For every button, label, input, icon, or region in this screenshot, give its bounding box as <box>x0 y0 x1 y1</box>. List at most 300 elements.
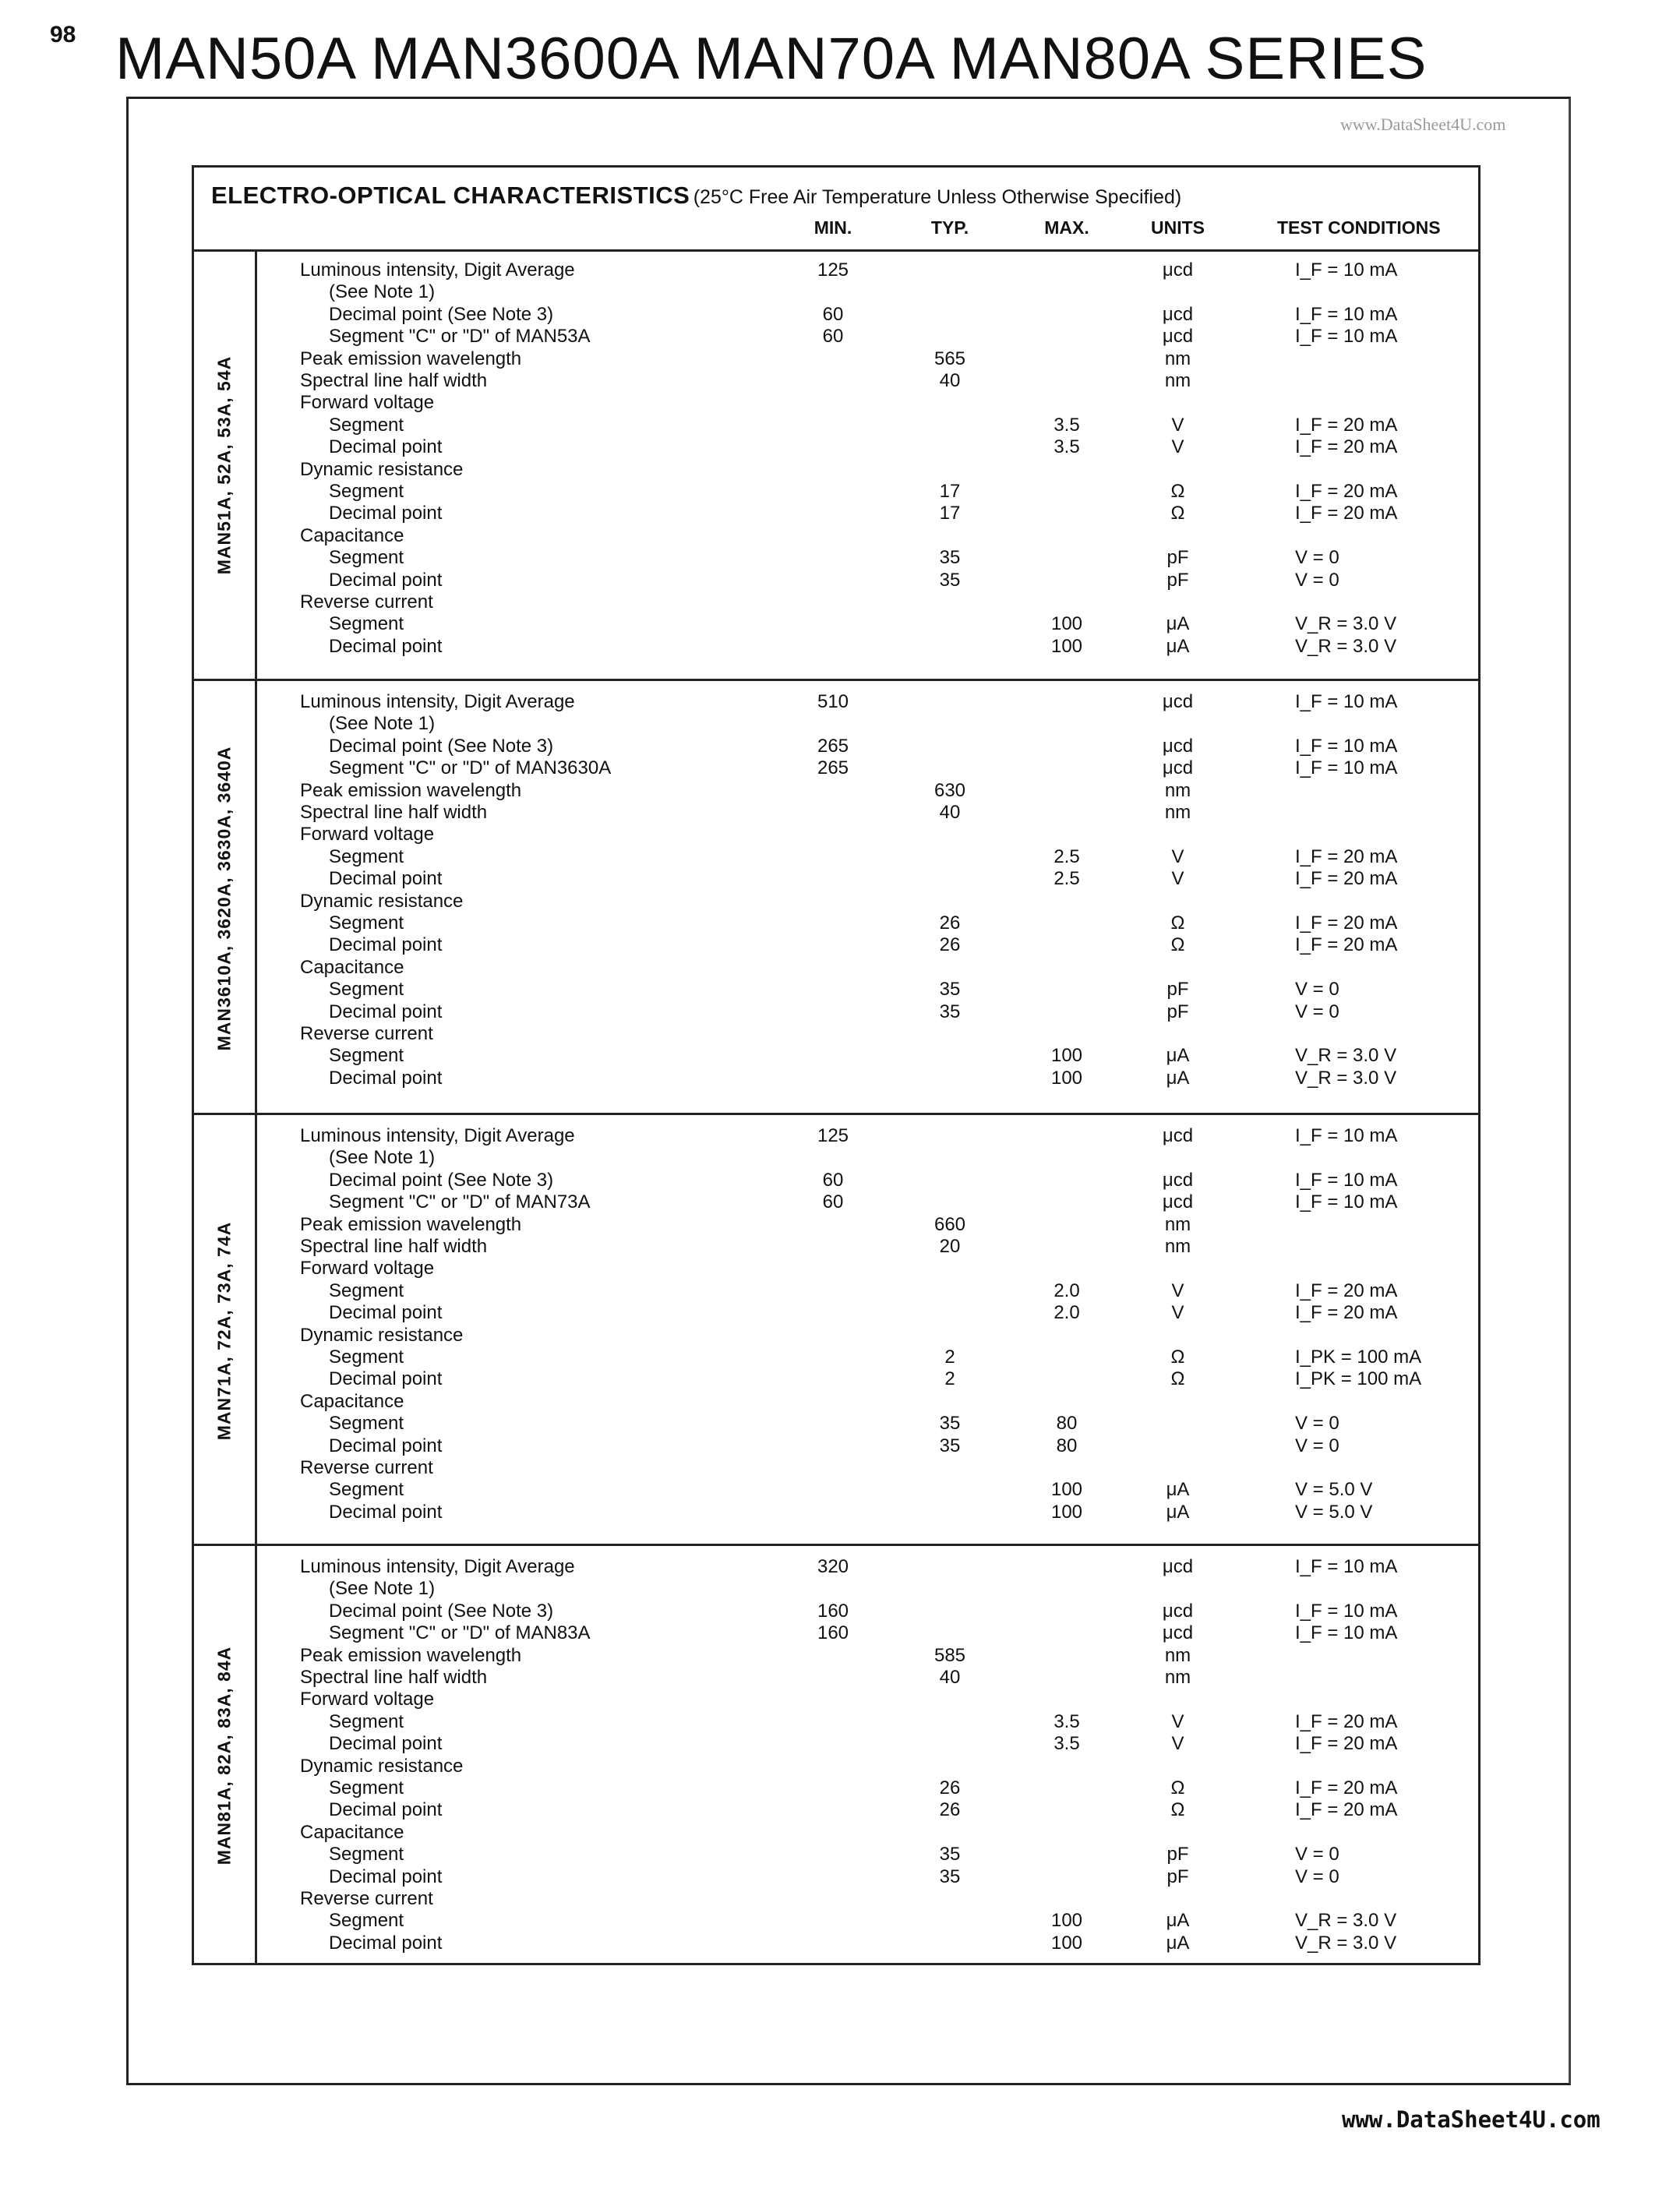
table-row <box>194 348 1478 370</box>
param-cell: Decimal point <box>329 1368 443 1390</box>
test-condition-cell: I_F = 10 mA <box>1295 1169 1398 1191</box>
param-cell: Dynamic resistance <box>300 458 464 480</box>
table-title-bold: ELECTRO-OPTICAL CHARACTERISTICS <box>211 182 690 209</box>
min-cell: 320 <box>817 1556 849 1577</box>
min-cell: 510 <box>817 691 849 712</box>
test-condition-cell: V = 5.0 V <box>1295 1479 1373 1501</box>
table-row <box>194 591 1478 613</box>
test-condition-cell: V = 0 <box>1295 1413 1339 1435</box>
table-row <box>194 1865 1478 1888</box>
table-section <box>194 249 1478 681</box>
table-row <box>194 1887 1478 1910</box>
typ-cell: 35 <box>939 979 961 1001</box>
table-row <box>194 1755 1478 1777</box>
unit-cell: μcd <box>1162 1622 1194 1644</box>
min-cell: 160 <box>817 1622 849 1644</box>
table-row <box>194 1456 1478 1479</box>
min-cell: 125 <box>817 259 849 281</box>
table-row <box>194 1821 1478 1844</box>
column-header-units: UNITS <box>1151 217 1205 238</box>
table-row <box>194 1843 1478 1865</box>
test-condition-cell: V_R = 3.0 V <box>1295 635 1397 657</box>
table-row <box>194 823 1478 845</box>
max-cell: 2.0 <box>1054 1302 1080 1324</box>
typ-cell: 565 <box>934 348 966 369</box>
test-condition-cell: I_F = 20 mA <box>1295 845 1398 867</box>
typ-cell: 26 <box>939 1777 961 1798</box>
unit-cell: μcd <box>1162 326 1194 348</box>
table-row <box>194 1191 1478 1213</box>
table-row <box>194 1346 1478 1368</box>
table-row <box>194 779 1478 802</box>
param-cell: Segment "C" or "D" of MAN83A <box>329 1622 591 1644</box>
param-cell: Decimal point <box>329 868 443 890</box>
table-title-conditions: (25°C Free Air Temperature Unless Otherwise Specified) <box>693 186 1182 208</box>
param-cell: Decimal point <box>329 934 443 956</box>
test-condition-cell: V = 0 <box>1295 1865 1339 1887</box>
param-cell: Spectral line half width <box>300 1667 488 1688</box>
unit-cell: Ω <box>1170 481 1185 502</box>
param-cell: Forward voltage <box>300 1689 435 1710</box>
watermark-bottom[interactable]: www.DataSheet4U.com <box>1342 2106 1601 2133</box>
table-row <box>194 956 1478 979</box>
test-condition-cell: I_F = 10 mA <box>1295 757 1398 779</box>
table-row <box>194 303 1478 326</box>
table-row <box>194 801 1478 824</box>
max-cell: 100 <box>1050 1501 1083 1523</box>
param-cell: Segment <box>329 1910 404 1932</box>
table-section <box>194 681 1478 1115</box>
param-cell: (See Note 1) <box>329 1578 436 1600</box>
unit-cell: V <box>1171 1280 1184 1301</box>
param-cell: Peak emission wavelength <box>300 1644 522 1666</box>
test-condition-cell: I_F = 20 mA <box>1295 1302 1398 1324</box>
max-cell: 100 <box>1050 1045 1083 1067</box>
param-cell: Dynamic resistance <box>300 1755 464 1777</box>
min-cell: 265 <box>817 757 849 779</box>
test-condition-cell: V = 5.0 V <box>1295 1501 1373 1523</box>
param-cell: Decimal point <box>329 1733 443 1755</box>
param-cell: Decimal point (See Note 3) <box>329 1600 554 1622</box>
table-row <box>194 712 1478 735</box>
test-condition-cell: V_R = 3.0 V <box>1295 613 1397 635</box>
test-condition-cell: I_F = 10 mA <box>1295 1191 1398 1213</box>
param-cell: Decimal point (See Note 3) <box>329 1169 554 1191</box>
table-row <box>194 757 1478 779</box>
param-cell: (See Note 1) <box>329 713 436 735</box>
watermark-top[interactable]: www.DataSheet4U.com <box>1340 115 1506 134</box>
table-row <box>194 1577 1478 1600</box>
table-row <box>194 1124 1478 1147</box>
param-cell: Segment <box>329 1844 404 1865</box>
param-cell: Capacitance <box>300 956 404 978</box>
unit-cell: μA <box>1166 613 1190 635</box>
param-cell: Luminous intensity, Digit Average <box>300 691 575 712</box>
param-cell: Segment <box>329 912 404 934</box>
param-cell: Decimal point <box>329 436 443 458</box>
table-row <box>194 1909 1478 1932</box>
param-cell: Segment <box>329 1280 404 1301</box>
unit-cell: μA <box>1166 1479 1190 1501</box>
column-header-typ: TYP. <box>930 217 969 238</box>
table-row <box>194 1001 1478 1023</box>
table-row <box>194 281 1478 303</box>
unit-cell: Ω <box>1170 1777 1185 1798</box>
table-row <box>194 1235 1478 1258</box>
typ-cell: 26 <box>939 934 961 956</box>
typ-cell: 35 <box>939 547 961 569</box>
param-cell: Segment <box>329 1479 404 1501</box>
table-row <box>194 912 1478 934</box>
table-row <box>194 569 1478 591</box>
table-row <box>194 502 1478 524</box>
test-condition-cell: I_F = 20 mA <box>1295 481 1398 502</box>
table-row <box>194 414 1478 436</box>
param-cell: Decimal point <box>329 1865 443 1887</box>
param-cell: Peak emission wavelength <box>300 348 522 369</box>
unit-cell: μcd <box>1162 757 1194 779</box>
unit-cell: pF <box>1166 1865 1189 1887</box>
max-cell: 2.0 <box>1054 1280 1080 1301</box>
param-cell: Segment "C" or "D" of MAN53A <box>329 326 591 348</box>
unit-cell: nm <box>1164 779 1191 801</box>
section-divider <box>194 1544 1478 1546</box>
min-cell: 60 <box>822 1191 844 1213</box>
unit-cell: pF <box>1166 569 1189 591</box>
param-cell: Segment <box>329 1347 404 1368</box>
typ-cell: 35 <box>939 1001 961 1022</box>
min-cell: 60 <box>822 303 844 325</box>
param-cell: Decimal point <box>329 1302 443 1324</box>
test-condition-cell: I_F = 10 mA <box>1295 1556 1398 1577</box>
test-condition-cell: I_F = 20 mA <box>1295 1799 1398 1821</box>
unit-cell: nm <box>1164 1213 1191 1235</box>
unit-cell: μA <box>1166 635 1190 657</box>
table-row <box>194 1169 1478 1191</box>
table-row <box>194 1390 1478 1413</box>
param-cell: Segment <box>329 845 404 867</box>
typ-cell: 660 <box>934 1213 966 1235</box>
param-cell: Luminous intensity, Digit Average <box>300 259 575 281</box>
section-label: MAN51A, 52A, 53A, 54A <box>214 355 235 575</box>
test-condition-cell: I_PK = 100 mA <box>1295 1368 1422 1390</box>
characteristics-table <box>192 165 1481 1965</box>
table-row <box>194 1412 1478 1435</box>
max-cell: 100 <box>1050 635 1083 657</box>
param-cell: (See Note 1) <box>329 1147 436 1169</box>
max-cell: 100 <box>1050 613 1083 635</box>
unit-cell: V <box>1171 436 1184 458</box>
unit-cell: V <box>1171 1733 1184 1755</box>
typ-cell: 20 <box>939 1236 961 1257</box>
unit-cell: μcd <box>1162 735 1194 757</box>
table-row <box>194 1666 1478 1689</box>
max-cell: 3.5 <box>1054 436 1080 458</box>
table-section <box>194 1115 1478 1546</box>
typ-cell: 2 <box>944 1368 955 1390</box>
param-cell: Segment <box>329 979 404 1001</box>
test-condition-cell: V_R = 3.0 V <box>1295 1932 1397 1954</box>
test-condition-cell: I_F = 20 mA <box>1295 934 1398 956</box>
param-cell: Segment <box>329 481 404 502</box>
param-cell: Decimal point (See Note 3) <box>329 303 554 325</box>
test-condition-cell: V = 0 <box>1295 979 1339 1001</box>
section-divider <box>194 679 1478 681</box>
param-cell: Decimal point <box>329 1501 443 1523</box>
test-condition-cell: I_F = 10 mA <box>1295 1622 1398 1644</box>
typ-cell: 35 <box>939 1413 961 1435</box>
max-cell: 2.5 <box>1054 868 1080 890</box>
param-cell: Segment <box>329 547 404 569</box>
unit-cell: Ω <box>1170 934 1185 956</box>
param-cell: Forward voltage <box>300 824 435 845</box>
table-title <box>211 182 1181 210</box>
param-cell: Segment <box>329 1045 404 1067</box>
param-cell: Capacitance <box>300 524 404 546</box>
table-row <box>194 1213 1478 1236</box>
typ-cell: 26 <box>939 1799 961 1821</box>
max-cell: 100 <box>1050 1067 1083 1089</box>
param-cell: Segment <box>329 1710 404 1732</box>
unit-cell: μA <box>1166 1910 1190 1932</box>
typ-cell: 40 <box>939 802 961 823</box>
param-cell: Spectral line half width <box>300 802 488 823</box>
test-condition-cell: I_F = 10 mA <box>1295 326 1398 348</box>
min-cell: 160 <box>817 1600 849 1622</box>
typ-cell: 17 <box>939 503 961 524</box>
table-row <box>194 1044 1478 1067</box>
param-cell: Spectral line half width <box>300 370 488 391</box>
param-cell: Forward voltage <box>300 392 435 414</box>
test-condition-cell: V = 0 <box>1295 1844 1339 1865</box>
param-cell: Segment <box>329 1413 404 1435</box>
table-row <box>194 458 1478 481</box>
unit-cell: V <box>1171 1302 1184 1324</box>
table-row <box>194 1478 1478 1501</box>
min-cell: 60 <box>822 326 844 348</box>
page-number: 98 <box>50 22 76 48</box>
typ-cell: 35 <box>939 1435 961 1456</box>
param-cell: Decimal point <box>329 635 443 657</box>
typ-cell: 585 <box>934 1644 966 1666</box>
test-condition-cell: I_F = 10 mA <box>1295 303 1398 325</box>
unit-cell: V <box>1171 845 1184 867</box>
unit-cell: nm <box>1164 1667 1191 1688</box>
test-condition-cell: I_PK = 100 mA <box>1295 1347 1422 1368</box>
test-condition-cell: I_F = 20 mA <box>1295 503 1398 524</box>
test-condition-cell: I_F = 10 mA <box>1295 735 1398 757</box>
unit-cell: nm <box>1164 1236 1191 1257</box>
section-divider <box>194 1113 1478 1115</box>
param-cell: Luminous intensity, Digit Average <box>300 1556 575 1577</box>
table-row <box>194 1732 1478 1755</box>
test-condition-cell: V = 0 <box>1295 547 1339 569</box>
table-row <box>194 1280 1478 1302</box>
unit-cell: pF <box>1166 547 1189 569</box>
unit-cell: pF <box>1166 1844 1189 1865</box>
unit-cell: pF <box>1166 1001 1189 1022</box>
param-cell: Luminous intensity, Digit Average <box>300 1125 575 1146</box>
max-cell: 100 <box>1050 1910 1083 1932</box>
param-cell: Reverse current <box>300 591 433 612</box>
table-row <box>194 690 1478 713</box>
unit-cell: V <box>1171 1710 1184 1732</box>
column-header-min: MIN. <box>814 217 852 238</box>
param-cell: Segment "C" or "D" of MAN73A <box>329 1191 591 1213</box>
table-row <box>194 1688 1478 1710</box>
test-condition-cell: I_F = 20 mA <box>1295 1280 1398 1301</box>
typ-cell: 630 <box>934 779 966 801</box>
min-cell: 60 <box>822 1169 844 1191</box>
param-cell: Decimal point <box>329 1067 443 1089</box>
param-cell: Decimal point <box>329 569 443 591</box>
test-condition-cell: I_F = 10 mA <box>1295 259 1398 281</box>
unit-cell: μcd <box>1162 1191 1194 1213</box>
typ-cell: 40 <box>939 370 961 391</box>
test-condition-cell: I_F = 20 mA <box>1295 1710 1398 1732</box>
min-cell: 125 <box>817 1125 849 1146</box>
table-row <box>194 1146 1478 1169</box>
table-row <box>194 1067 1478 1089</box>
table-section <box>194 1546 1478 1965</box>
typ-cell: 35 <box>939 1865 961 1887</box>
param-cell: (See Note 1) <box>329 281 436 303</box>
param-cell: Segment <box>329 1777 404 1798</box>
table-row <box>194 845 1478 868</box>
test-condition-cell: I_F = 10 mA <box>1295 1125 1398 1146</box>
table-row <box>194 524 1478 547</box>
table-row <box>194 480 1478 503</box>
table-row <box>194 1777 1478 1799</box>
table-row <box>194 612 1478 635</box>
test-condition-cell: V = 0 <box>1295 569 1339 591</box>
table-row <box>194 1932 1478 1954</box>
unit-cell: nm <box>1164 370 1191 391</box>
table-row <box>194 1555 1478 1578</box>
param-cell: Capacitance <box>300 1390 404 1412</box>
table-row <box>194 1600 1478 1622</box>
table-row <box>194 1501 1478 1523</box>
param-cell: Capacitance <box>300 1821 404 1843</box>
unit-cell: μA <box>1166 1501 1190 1523</box>
param-cell: Decimal point <box>329 1435 443 1456</box>
unit-cell: Ω <box>1170 1347 1185 1368</box>
param-cell: Forward voltage <box>300 1258 435 1280</box>
table-row <box>194 1301 1478 1324</box>
unit-cell: pF <box>1166 979 1189 1001</box>
section-label: MAN81A, 82A, 83A, 84A <box>214 1646 235 1865</box>
test-condition-cell: I_F = 20 mA <box>1295 868 1398 890</box>
max-cell: 100 <box>1050 1932 1083 1954</box>
table-row <box>194 259 1478 281</box>
table-row <box>194 369 1478 392</box>
unit-cell: μcd <box>1162 259 1194 281</box>
table-row <box>194 1257 1478 1280</box>
param-cell: Decimal point (See Note 3) <box>329 735 554 757</box>
test-condition-cell: I_F = 20 mA <box>1295 1733 1398 1755</box>
table-row <box>194 735 1478 757</box>
unit-cell: Ω <box>1170 1368 1185 1390</box>
test-condition-cell: V_R = 3.0 V <box>1295 1910 1397 1932</box>
test-condition-cell: I_F = 10 mA <box>1295 1600 1398 1622</box>
max-cell: 100 <box>1050 1479 1083 1501</box>
typ-cell: 40 <box>939 1667 961 1688</box>
table-row <box>194 867 1478 890</box>
table-row <box>194 1710 1478 1733</box>
max-cell: 3.5 <box>1054 1710 1080 1732</box>
unit-cell: Ω <box>1170 1799 1185 1821</box>
unit-cell: μA <box>1166 1067 1190 1089</box>
max-cell: 3.5 <box>1054 1733 1080 1755</box>
param-cell: Segment <box>329 613 404 635</box>
unit-cell: μcd <box>1162 1125 1194 1146</box>
test-condition-cell: I_F = 20 mA <box>1295 414 1398 436</box>
table-header <box>194 168 1478 252</box>
test-condition-cell: I_F = 20 mA <box>1295 1777 1398 1798</box>
typ-cell: 2 <box>944 1347 955 1368</box>
column-header-max: MAX. <box>1044 217 1089 238</box>
test-condition-cell: I_F = 20 mA <box>1295 436 1398 458</box>
table-row <box>194 635 1478 658</box>
table-row <box>194 1324 1478 1347</box>
typ-cell: 26 <box>939 912 961 934</box>
typ-cell: 17 <box>939 481 961 502</box>
table-row <box>194 1622 1478 1644</box>
table-row <box>194 1435 1478 1457</box>
test-condition-cell: I_F = 20 mA <box>1295 912 1398 934</box>
unit-cell: V <box>1171 868 1184 890</box>
unit-cell: μcd <box>1162 1556 1194 1577</box>
unit-cell: nm <box>1164 1644 1191 1666</box>
table-row <box>194 1644 1478 1667</box>
param-cell: Decimal point <box>329 1799 443 1821</box>
unit-cell: nm <box>1164 348 1191 369</box>
table-row <box>194 546 1478 569</box>
unit-cell: μcd <box>1162 1169 1194 1191</box>
table-row <box>194 1368 1478 1390</box>
table-row <box>194 325 1478 348</box>
test-condition-cell: V_R = 3.0 V <box>1295 1045 1397 1067</box>
param-cell: Peak emission wavelength <box>300 1213 522 1235</box>
param-cell: Decimal point <box>329 503 443 524</box>
unit-cell: μA <box>1166 1932 1190 1954</box>
unit-cell: μA <box>1166 1045 1190 1067</box>
column-header-test-conditions: TEST CONDITIONS <box>1277 217 1441 238</box>
param-cell: Dynamic resistance <box>300 890 464 912</box>
unit-cell: nm <box>1164 802 1191 823</box>
test-condition-cell: V_R = 3.0 V <box>1295 1067 1397 1089</box>
section-label: MAN71A, 72A, 73A, 74A <box>214 1221 235 1440</box>
unit-cell: Ω <box>1170 503 1185 524</box>
unit-cell: μcd <box>1162 1600 1194 1622</box>
table-row <box>194 890 1478 912</box>
table-row <box>194 436 1478 458</box>
section-label: MAN3610A, 3620A, 3630A, 3640A <box>214 746 235 1050</box>
min-cell: 265 <box>817 735 849 757</box>
page-title: MAN50A MAN3600A MAN70A MAN80A SERIES <box>115 26 1428 92</box>
test-condition-cell: V = 0 <box>1295 1435 1339 1456</box>
unit-cell: Ω <box>1170 912 1185 934</box>
table-row <box>194 1022 1478 1045</box>
param-cell: Reverse current <box>300 1457 433 1478</box>
test-condition-cell: I_F = 10 mA <box>1295 691 1398 712</box>
test-condition-cell: V = 0 <box>1295 1001 1339 1022</box>
table-row <box>194 978 1478 1001</box>
param-cell: Spectral line half width <box>300 1236 488 1257</box>
max-cell: 80 <box>1056 1413 1078 1435</box>
unit-cell: V <box>1171 414 1184 436</box>
param-cell: Dynamic resistance <box>300 1324 464 1346</box>
